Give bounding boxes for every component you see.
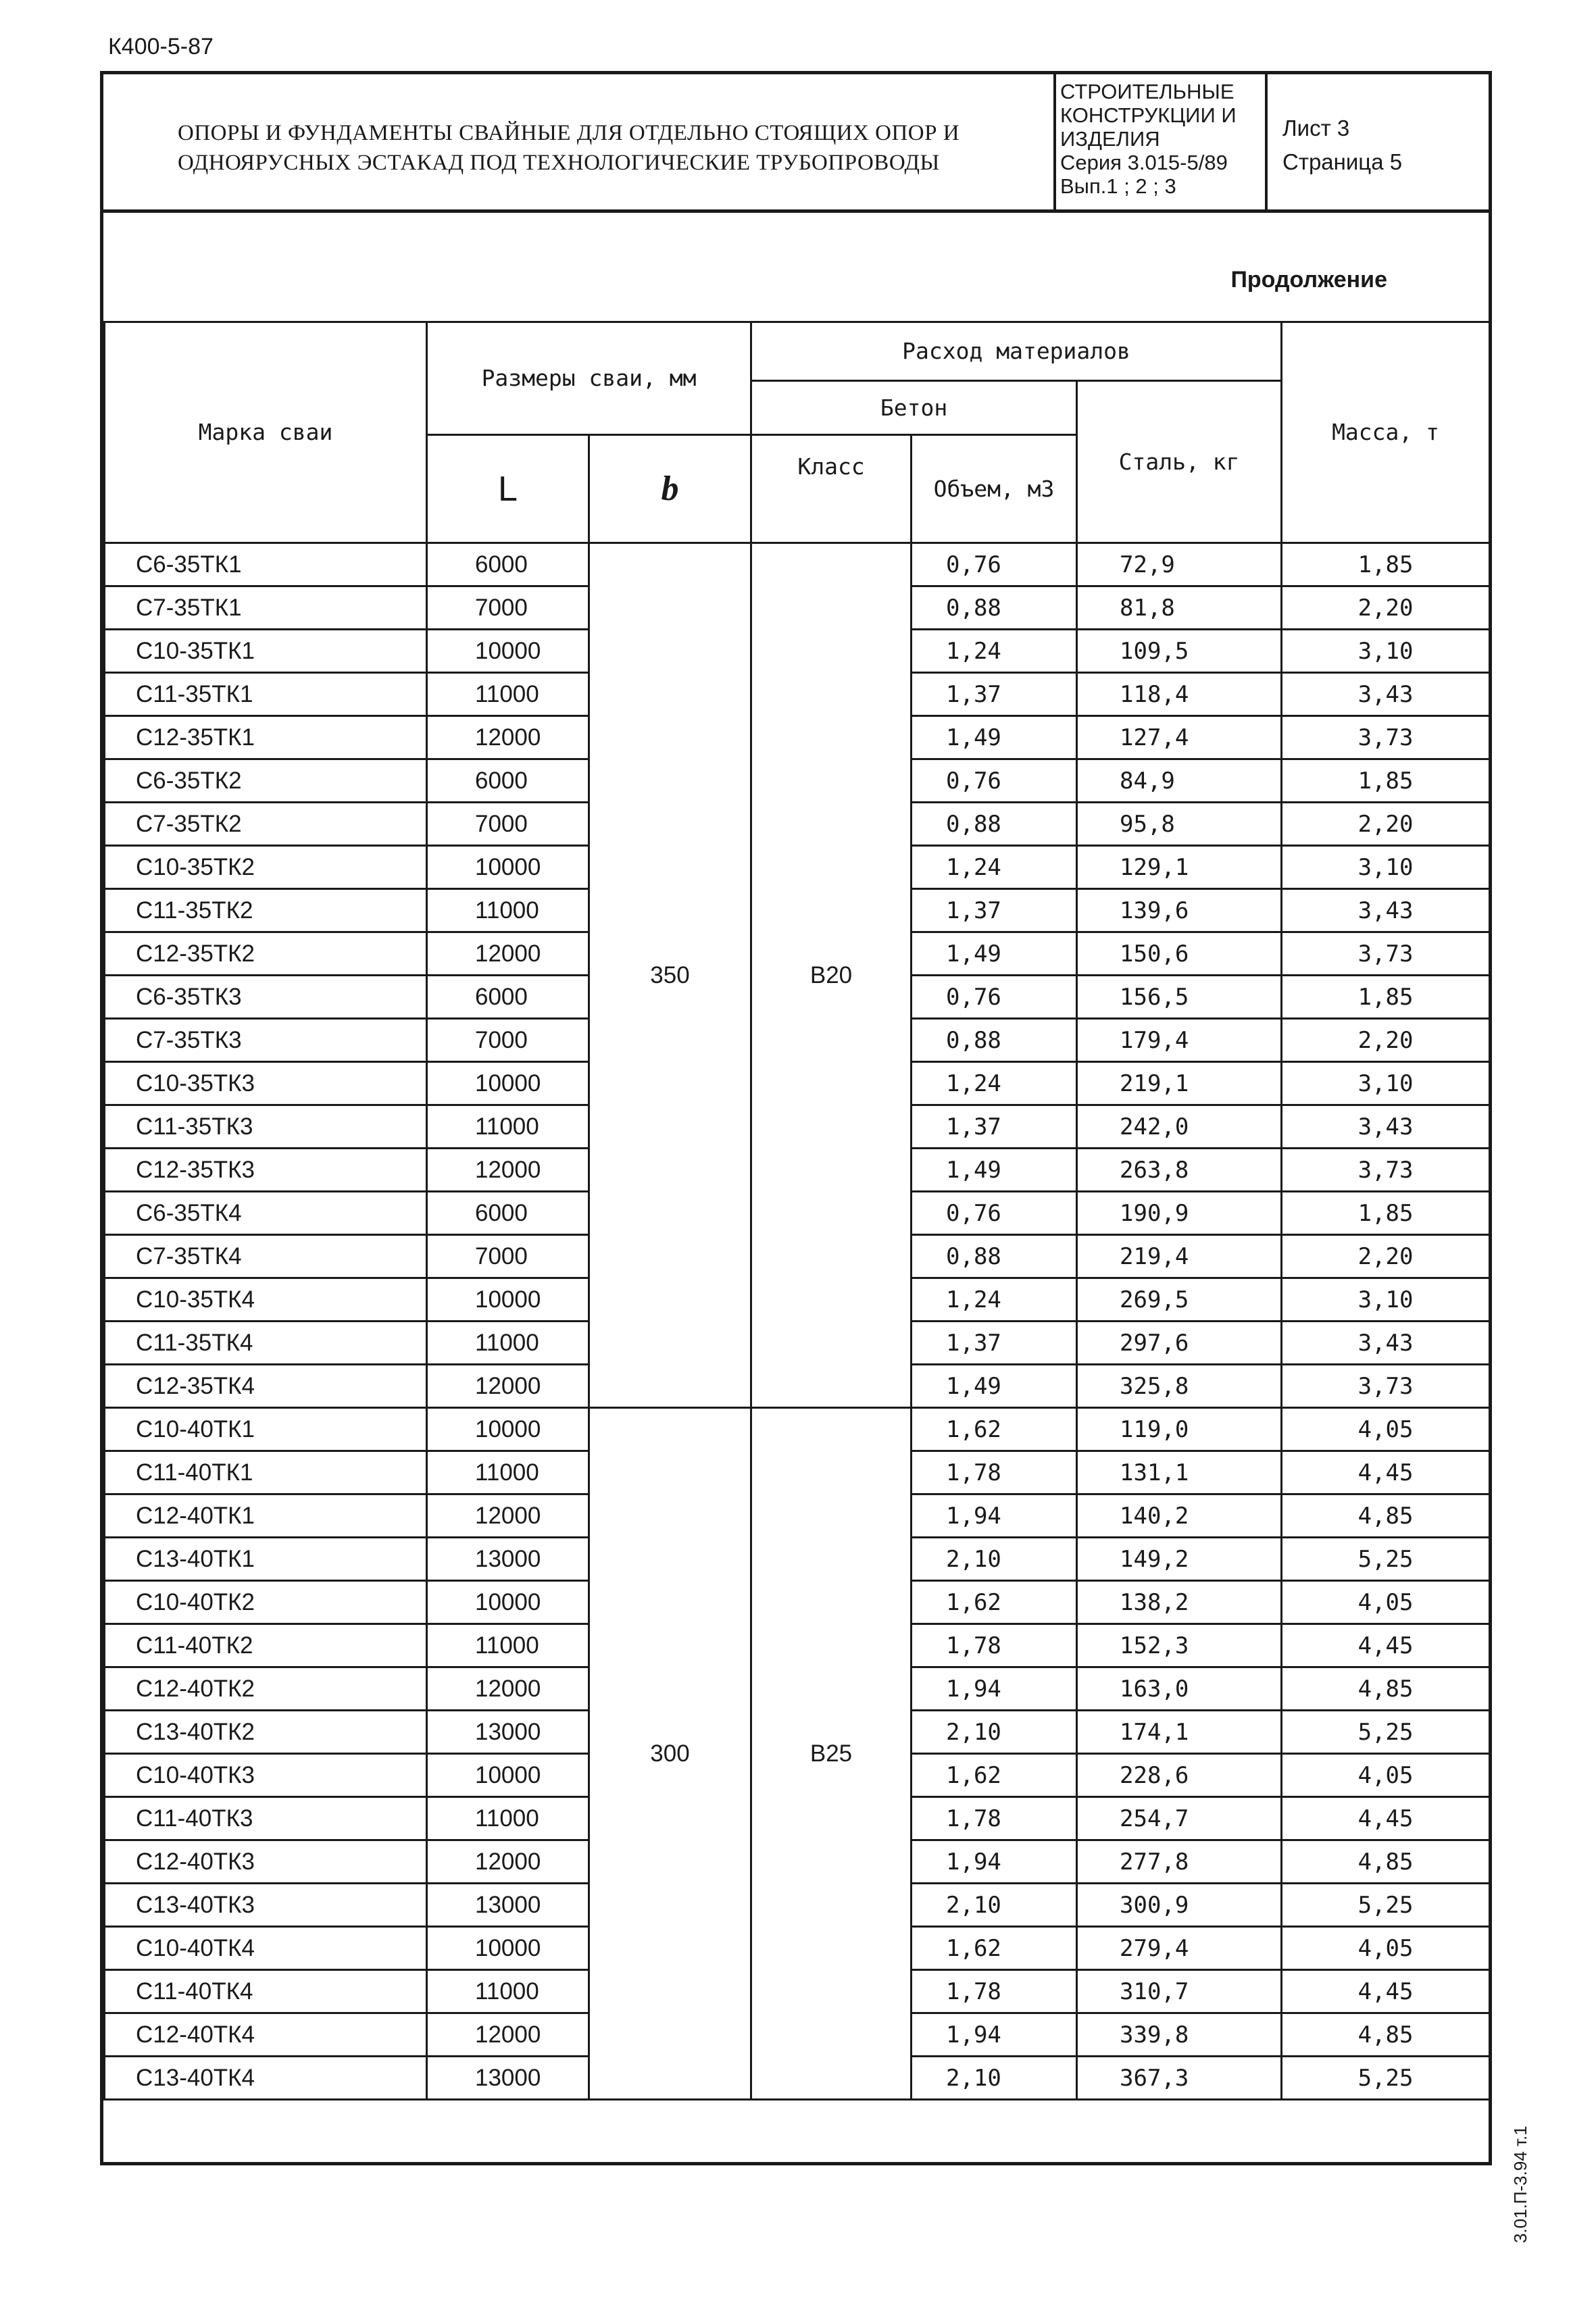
- cell-mass: 3,43: [1282, 673, 1490, 716]
- header-steel: Сталь, кг: [1077, 381, 1282, 543]
- cell-length: 6000: [427, 976, 589, 1019]
- cell-pile-mark: С11-40ТК3: [105, 1797, 427, 1840]
- cell-length: 10000: [427, 846, 589, 889]
- cell-length: 7000: [427, 1235, 589, 1278]
- cell-pile-mark: С12-35ТК3: [105, 1149, 427, 1192]
- cell-length: 11000: [427, 889, 589, 932]
- cell-pile-mark: С12-35ТК2: [105, 932, 427, 976]
- cell-steel: 277,8: [1077, 1840, 1282, 1884]
- cell-steel: 138,2: [1077, 1581, 1282, 1624]
- cell-mass: 4,05: [1282, 1581, 1490, 1624]
- cell-length: 10000: [427, 1062, 589, 1105]
- series-number: Серия 3.015-5/89: [1060, 151, 1228, 174]
- title-line-1: ОПОРЫ И ФУНДАМЕНТЫ СВАЙНЫЕ ДЛЯ ОТДЕЛЬНО СТОЯЩИХ ОПОР И: [178, 121, 960, 145]
- header-length: L: [427, 435, 589, 543]
- cell-mass: 3,73: [1282, 1149, 1490, 1192]
- cell-steel: 152,3: [1077, 1624, 1282, 1667]
- cell-mass: 4,45: [1282, 1451, 1490, 1494]
- cell-length: 11000: [427, 1624, 589, 1667]
- cell-width-merged: 350: [589, 543, 751, 1408]
- cell-pile-mark: С13-40ТК1: [105, 1538, 427, 1581]
- cell-pile-mark: С12-40ТК3: [105, 1840, 427, 1884]
- cell-steel: 95,8: [1077, 803, 1282, 846]
- cell-mass: 3,10: [1282, 1278, 1490, 1322]
- cell-pile-mark: С11-35ТК1: [105, 673, 427, 716]
- cell-volume: 1,49: [912, 1149, 1077, 1192]
- cell-length: 12000: [427, 716, 589, 759]
- cell-length: 11000: [427, 1322, 589, 1365]
- cell-pile-mark: С11-40ТК1: [105, 1451, 427, 1494]
- cell-volume: 1,94: [912, 1840, 1077, 1884]
- cell-volume: 1,78: [912, 1624, 1077, 1667]
- cell-pile-mark: С10-35ТК3: [105, 1062, 427, 1105]
- cell-length: 10000: [427, 1278, 589, 1322]
- page-label: Страница 5: [1282, 149, 1403, 174]
- cell-volume: 1,49: [912, 716, 1077, 759]
- sheet-label: Лист 3: [1282, 116, 1350, 141]
- cell-length: 12000: [427, 2013, 589, 2057]
- cell-length: 11000: [427, 1970, 589, 2013]
- cell-concrete-class-merged: B25: [751, 1408, 912, 2100]
- cell-steel: 339,8: [1077, 2013, 1282, 2057]
- cell-mass: 3,73: [1282, 1365, 1490, 1408]
- cell-volume: 0,76: [912, 543, 1077, 586]
- cell-pile-mark: С13-40ТК3: [105, 1884, 427, 1927]
- cell-mass: 4,45: [1282, 1797, 1490, 1840]
- cell-steel: 156,5: [1077, 976, 1282, 1019]
- cell-mass: 5,25: [1282, 1538, 1490, 1581]
- cell-volume: 1,24: [912, 1278, 1077, 1322]
- cell-mass: 4,05: [1282, 1754, 1490, 1797]
- drawing-frame: [100, 71, 1492, 2165]
- cell-length: 12000: [427, 1667, 589, 1711]
- cell-mass: 1,85: [1282, 1192, 1490, 1235]
- cell-pile-mark: С7-35ТК4: [105, 1235, 427, 1278]
- series-line-1: СТРОИТЕЛЬНЫЕ: [1060, 80, 1235, 103]
- cell-volume: 2,10: [912, 1884, 1077, 1927]
- cell-volume: 1,49: [912, 932, 1077, 976]
- cell-steel: 84,9: [1077, 759, 1282, 803]
- cell-pile-mark: С12-40ТК4: [105, 2013, 427, 2057]
- cell-pile-mark: С11-40ТК4: [105, 1970, 427, 2013]
- cell-mass: 3,10: [1282, 630, 1490, 673]
- document-title: [178, 118, 1117, 178]
- cell-length: 7000: [427, 1019, 589, 1062]
- cell-length: 7000: [427, 586, 589, 630]
- cell-pile-mark: С11-40ТК2: [105, 1624, 427, 1667]
- cell-pile-mark: С10-35ТК1: [105, 630, 427, 673]
- cell-volume: 1,24: [912, 630, 1077, 673]
- cell-steel: 219,1: [1077, 1062, 1282, 1105]
- cell-length: 12000: [427, 1840, 589, 1884]
- cell-volume: 1,24: [912, 846, 1077, 889]
- cell-steel: 127,4: [1077, 716, 1282, 759]
- cell-mass: 3,43: [1282, 1322, 1490, 1365]
- cell-mass: 4,45: [1282, 1624, 1490, 1667]
- header-width: b: [589, 435, 751, 543]
- cell-pile-mark: С7-35ТК2: [105, 803, 427, 846]
- cell-pile-mark: С11-35ТК3: [105, 1105, 427, 1149]
- cell-steel: 72,9: [1077, 543, 1282, 586]
- cell-steel: 279,4: [1077, 1927, 1282, 1970]
- cell-mass: 1,85: [1282, 976, 1490, 1019]
- cell-steel: 190,9: [1077, 1192, 1282, 1235]
- cell-length: 12000: [427, 1149, 589, 1192]
- cell-length: 13000: [427, 1538, 589, 1581]
- cell-mass: 2,20: [1282, 803, 1490, 846]
- cell-length: 13000: [427, 2057, 589, 2100]
- cell-pile-mark: С10-40ТК2: [105, 1581, 427, 1624]
- cell-length: 10000: [427, 1581, 589, 1624]
- cell-steel: 149,2: [1077, 1538, 1282, 1581]
- cell-volume: 1,37: [912, 673, 1077, 716]
- cell-length: 11000: [427, 673, 589, 716]
- cell-pile-mark: С12-35ТК1: [105, 716, 427, 759]
- cell-volume: 1,62: [912, 1754, 1077, 1797]
- cell-length: 6000: [427, 1192, 589, 1235]
- cell-volume: 1,49: [912, 1365, 1077, 1408]
- cell-volume: 1,78: [912, 1970, 1077, 2013]
- cell-volume: 1,37: [912, 1322, 1077, 1365]
- cell-steel: 119,0: [1077, 1408, 1282, 1451]
- header-materials: Расход материалов: [751, 322, 1282, 381]
- cell-steel: 118,4: [1077, 673, 1282, 716]
- cell-volume: 0,88: [912, 586, 1077, 630]
- cell-length: 10000: [427, 1408, 589, 1451]
- header-class: Класс: [751, 435, 912, 543]
- cell-steel: 263,8: [1077, 1149, 1282, 1192]
- cell-steel: 297,6: [1077, 1322, 1282, 1365]
- cell-volume: 1,62: [912, 1581, 1077, 1624]
- cell-mass: 4,85: [1282, 2013, 1490, 2057]
- cell-mass: 4,85: [1282, 1840, 1490, 1884]
- cell-steel: 242,0: [1077, 1105, 1282, 1149]
- sheet-info: [1282, 111, 1402, 179]
- cell-length: 12000: [427, 1365, 589, 1408]
- cell-volume: 2,10: [912, 2057, 1077, 2100]
- cell-steel: 310,7: [1077, 1970, 1282, 2013]
- cell-length: 11000: [427, 1105, 589, 1149]
- cell-steel: 367,3: [1077, 2057, 1282, 2100]
- cell-pile-mark: С13-40ТК2: [105, 1711, 427, 1754]
- cell-mass: 3,73: [1282, 932, 1490, 976]
- cell-pile-mark: С6-35ТК1: [105, 543, 427, 586]
- cell-steel: 129,1: [1077, 846, 1282, 889]
- cell-pile-mark: С10-35ТК4: [105, 1278, 427, 1322]
- cell-mass: 2,20: [1282, 586, 1490, 630]
- cell-length: 13000: [427, 1884, 589, 1927]
- cell-pile-mark: С12-40ТК1: [105, 1494, 427, 1538]
- cell-steel: 81,8: [1077, 586, 1282, 630]
- cell-length: 7000: [427, 803, 589, 846]
- cell-length: 6000: [427, 543, 589, 586]
- cell-length: 12000: [427, 932, 589, 976]
- cell-pile-mark: С10-40ТК4: [105, 1927, 427, 1970]
- cell-mass: 1,85: [1282, 759, 1490, 803]
- header-volume: Объем, м3: [912, 435, 1077, 543]
- cell-volume: 1,62: [912, 1408, 1077, 1451]
- cell-mass: 3,43: [1282, 889, 1490, 932]
- series-line-3: ИЗДЕЛИЯ: [1060, 127, 1160, 151]
- header-mark: Марка сваи: [105, 322, 427, 543]
- cell-volume: 1,24: [912, 1062, 1077, 1105]
- cell-volume: 1,37: [912, 889, 1077, 932]
- cell-mass: 5,25: [1282, 2057, 1490, 2100]
- cell-steel: 140,2: [1077, 1494, 1282, 1538]
- title-line-2: ОДНОЯРУСНЫХ ЭСТАКАД ПОД ТЕХНОЛОГИЧЕСКИЕ ТРУБОПРОВОДЫ: [178, 151, 940, 175]
- cell-volume: 1,62: [912, 1927, 1077, 1970]
- cell-pile-mark: С12-40ТК2: [105, 1667, 427, 1711]
- cell-pile-mark: С13-40ТК4: [105, 2057, 427, 2100]
- table-row: [105, 543, 1490, 586]
- cell-volume: 1,94: [912, 1667, 1077, 1711]
- cell-mass: 3,10: [1282, 1062, 1490, 1105]
- cell-steel: 179,4: [1077, 1019, 1282, 1062]
- cell-length: 10000: [427, 1927, 589, 1970]
- cell-length: 6000: [427, 759, 589, 803]
- cell-steel: 325,8: [1077, 1365, 1282, 1408]
- cell-pile-mark: С7-35ТК1: [105, 586, 427, 630]
- cell-length: 13000: [427, 1711, 589, 1754]
- series-issue: Вып.1 ; 2 ; 3: [1060, 174, 1176, 198]
- cell-steel: 174,1: [1077, 1711, 1282, 1754]
- cell-pile-mark: С7-35ТК3: [105, 1019, 427, 1062]
- cell-volume: 2,10: [912, 1538, 1077, 1581]
- cell-pile-mark: С12-35ТК4: [105, 1365, 427, 1408]
- table-body: [105, 543, 1490, 2100]
- cell-length: 10000: [427, 1754, 589, 1797]
- cell-steel: 163,0: [1077, 1667, 1282, 1711]
- cell-length: 11000: [427, 1451, 589, 1494]
- cell-volume: 2,10: [912, 1711, 1077, 1754]
- side-stamp: 3.01.П-3.94 т.1: [1510, 2126, 1530, 2243]
- cell-steel: 269,5: [1077, 1278, 1282, 1322]
- cell-steel: 228,6: [1077, 1754, 1282, 1797]
- cell-pile-mark: С6-35ТК3: [105, 976, 427, 1019]
- cell-length: 12000: [427, 1494, 589, 1538]
- cell-volume: 0,88: [912, 803, 1077, 846]
- cell-steel: 109,5: [1077, 630, 1282, 673]
- cell-volume: 0,76: [912, 976, 1077, 1019]
- cell-steel: 300,9: [1077, 1884, 1282, 1927]
- cell-pile-mark: С6-35ТК2: [105, 759, 427, 803]
- cell-pile-mark: С10-40ТК3: [105, 1754, 427, 1797]
- cell-mass: 3,43: [1282, 1105, 1490, 1149]
- cell-volume: 1,78: [912, 1797, 1077, 1840]
- series-line-2: КОНСТРУКЦИИ И: [1060, 103, 1237, 127]
- cell-volume: 0,76: [912, 759, 1077, 803]
- pile-table: [103, 321, 1491, 2101]
- cell-pile-mark: С10-40ТК1: [105, 1408, 427, 1451]
- cell-mass: 4,85: [1282, 1494, 1490, 1538]
- cell-steel: 254,7: [1077, 1797, 1282, 1840]
- cell-mass: 5,25: [1282, 1884, 1490, 1927]
- cell-mass: 2,20: [1282, 1019, 1490, 1062]
- cell-concrete-class-merged: B20: [751, 543, 912, 1408]
- continuation-label: Продолжение: [1230, 267, 1387, 293]
- title-block: [103, 74, 1489, 213]
- cell-volume: 1,94: [912, 1494, 1077, 1538]
- cell-mass: 3,10: [1282, 846, 1490, 889]
- cell-length: 11000: [427, 1797, 589, 1840]
- cell-volume: 0,76: [912, 1192, 1077, 1235]
- cell-pile-mark: С11-35ТК2: [105, 889, 427, 932]
- cell-length: 10000: [427, 630, 589, 673]
- pile-table-wrapper: [103, 321, 1489, 2101]
- cell-volume: 1,37: [912, 1105, 1077, 1149]
- cell-mass: 4,05: [1282, 1408, 1490, 1451]
- cell-mass: 4,85: [1282, 1667, 1490, 1711]
- cell-volume: 0,88: [912, 1019, 1077, 1062]
- cell-volume: 1,78: [912, 1451, 1077, 1494]
- header-dimensions: Размеры сваи, мм: [427, 322, 751, 435]
- cell-mass: 2,20: [1282, 1235, 1490, 1278]
- document-code: К400-5-87: [108, 34, 214, 59]
- table-row: [105, 1408, 1490, 1451]
- cell-pile-mark: С6-35ТК4: [105, 1192, 427, 1235]
- cell-steel: 219,4: [1077, 1235, 1282, 1278]
- cell-steel: 139,6: [1077, 889, 1282, 932]
- cell-mass: 4,45: [1282, 1970, 1490, 2013]
- cell-mass: 3,73: [1282, 716, 1490, 759]
- cell-steel: 131,1: [1077, 1451, 1282, 1494]
- cell-volume: 0,88: [912, 1235, 1077, 1278]
- cell-mass: 1,85: [1282, 543, 1490, 586]
- cell-steel: 150,6: [1077, 932, 1282, 976]
- header-mass: Масса, т: [1282, 322, 1490, 543]
- cell-volume: 1,94: [912, 2013, 1077, 2057]
- series-block: [1053, 74, 1268, 209]
- cell-mass: 5,25: [1282, 1711, 1490, 1754]
- cell-mass: 4,05: [1282, 1927, 1490, 1970]
- cell-pile-mark: С11-35ТК4: [105, 1322, 427, 1365]
- cell-pile-mark: С10-35ТК2: [105, 846, 427, 889]
- cell-width-merged: 300: [589, 1408, 751, 2100]
- header-concrete: Бетон: [751, 381, 1077, 435]
